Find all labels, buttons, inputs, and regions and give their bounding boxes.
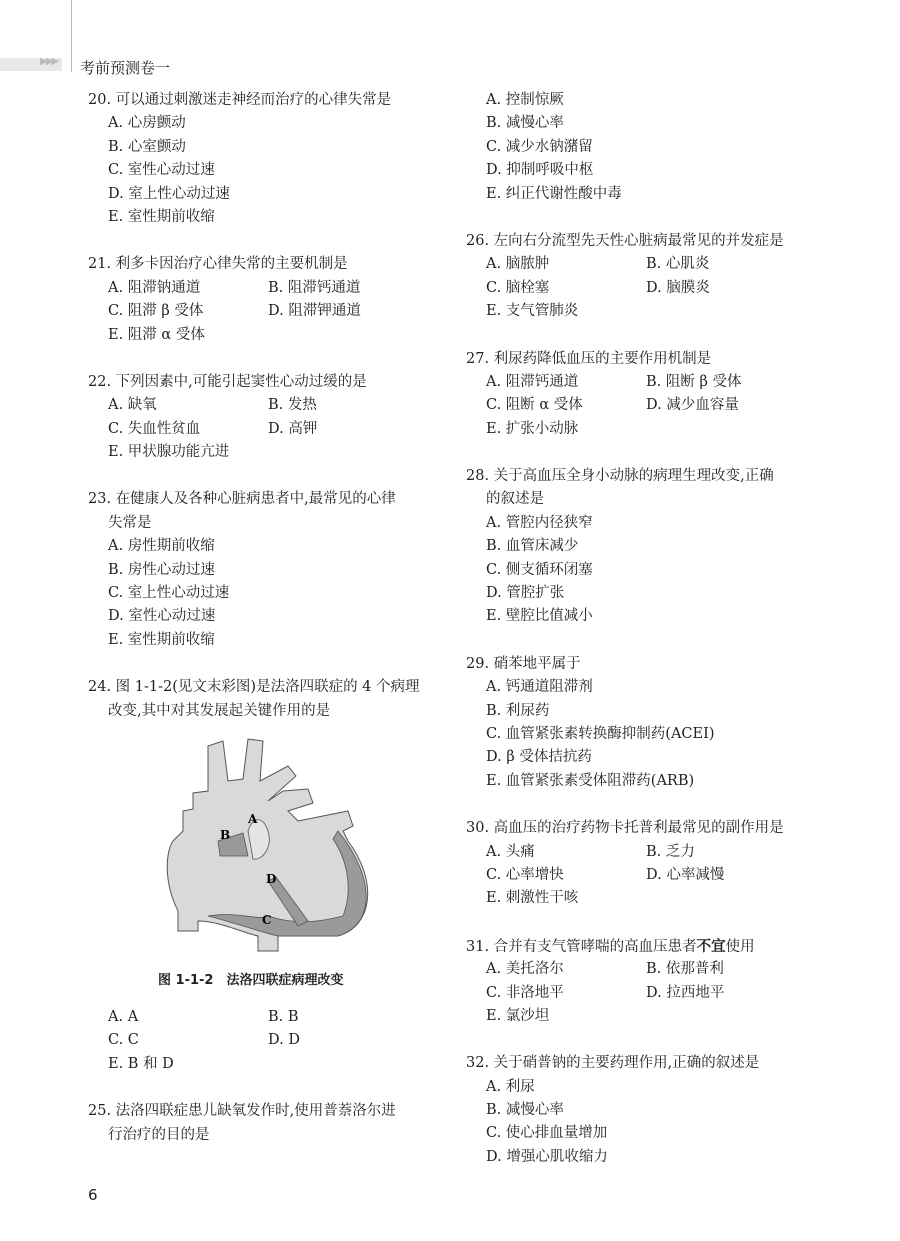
figure <box>148 731 408 988</box>
question-stem: 26. 左向右分流型先天性心脏病最常见的并发症是 <box>466 232 784 249</box>
question-stem: 行治疗的目的是 <box>108 1126 210 1143</box>
answer-option: B. 发热 <box>268 397 317 414</box>
answer-option: C. 脑栓塞 <box>486 279 550 296</box>
figure-label-a: A <box>248 811 258 826</box>
answer-option: E. 壁腔比值减小 <box>486 608 593 625</box>
answer-option: D. 脑膜炎 <box>646 279 710 296</box>
answer-option: A. A <box>108 1008 139 1025</box>
answer-option: B. 减慢心率 <box>486 1102 564 1119</box>
answer-option: D. 室性心动过速 <box>108 608 216 625</box>
answer-option: D. 室上性心动过速 <box>108 185 230 202</box>
answer-option: C. 心率增快 <box>486 866 564 883</box>
answer-option: D. 阻滞钾通道 <box>268 303 361 320</box>
question-block <box>466 230 836 324</box>
answer-option: D. 抑制呼吸中枢 <box>486 162 594 179</box>
answer-option: A. 控制惊厥 <box>486 92 564 108</box>
answer-option: E. 甲状腺功能亢进 <box>108 444 230 461</box>
right-column <box>466 89 836 1193</box>
question-stem: 27. 利尿药降低血压的主要作用机制是 <box>466 350 712 367</box>
answer-option: B. 心室颤动 <box>108 138 186 155</box>
question-block <box>466 89 836 206</box>
answer-option: E. 室性期前收缩 <box>108 208 215 225</box>
answer-option: E. 扩张小动脉 <box>486 420 579 437</box>
question-stem: 24. 图 1-1-2(见文末彩图)是法洛四联症的 4 个病理 <box>88 679 420 696</box>
answer-option: B. 乏力 <box>646 843 695 860</box>
answer-option: A. 房性期前收缩 <box>108 538 215 555</box>
answer-option: E. 血管紧张素受体阻滞药(ARB) <box>486 772 695 789</box>
question-stem: 28. 关于高血压全身小动脉的病理生理改变,正确 <box>466 468 774 485</box>
question-block <box>88 676 448 1076</box>
answer-option: C. 侧支循环闭塞 <box>486 561 593 578</box>
question-block <box>466 935 836 1029</box>
answer-option: C. C <box>108 1032 139 1049</box>
answer-option-row <box>466 253 836 276</box>
answer-option: C. 失血性贫血 <box>108 420 201 437</box>
answer-option-row <box>466 982 836 1005</box>
question-stem: 21. 利多卡因治疗心律失常的主要机制是 <box>88 256 348 273</box>
answer-option: A. 美托洛尔 <box>486 961 564 978</box>
answer-option: A. 脑脓肿 <box>486 256 550 273</box>
answer-option: D. 心率减慢 <box>646 866 725 883</box>
spacer <box>88 988 448 1006</box>
question-stem: 30. 高血压的治疗药物卡托普利最常见的副作用是 <box>466 820 784 837</box>
answer-option: B. 利尿药 <box>486 702 550 719</box>
answer-option: E. B 和 D <box>108 1055 174 1072</box>
answer-option: B. 减慢心率 <box>486 115 564 132</box>
question-stem: 的叙述是 <box>486 491 544 508</box>
answer-option: A. 管腔内径狭窄 <box>486 514 593 531</box>
answer-option: A. 钙通道阻滞剂 <box>486 679 593 696</box>
answer-option: E. 支气管肺炎 <box>486 303 579 320</box>
answer-option: E. 氯沙坦 <box>486 1007 550 1024</box>
left-column <box>88 89 448 1171</box>
answer-option: B. 血管床减少 <box>486 538 579 555</box>
answer-option: D. 高钾 <box>268 420 318 437</box>
question-stem: 32. 关于硝普钠的主要药理作用,正确的叙述是 <box>466 1055 760 1072</box>
answer-option: A. 阻滞钠通道 <box>108 279 201 296</box>
figure-label-d: D <box>266 871 277 886</box>
answer-option-row <box>88 1006 448 1029</box>
answer-option: B. 心肌炎 <box>646 256 710 273</box>
answer-option: C. 使心排血量增加 <box>486 1125 608 1142</box>
figure-label-c: C <box>262 912 272 927</box>
answer-option: C. 室性心动过速 <box>108 162 215 179</box>
figure-caption: 图 1-1-2 法洛四联症病理改变 <box>158 972 344 988</box>
answer-option: B. 阻滞钙通道 <box>268 279 361 296</box>
figure-label-b: B <box>220 827 231 842</box>
answer-option: A. 阻滞钙通道 <box>486 373 579 390</box>
answer-option-row <box>466 958 836 981</box>
header-divider <box>71 0 72 72</box>
answer-option: A. 利尿 <box>486 1078 535 1095</box>
answer-option-row <box>466 864 836 887</box>
answer-option: A. 缺氧 <box>108 397 157 414</box>
stem-text: 使用 <box>725 938 755 955</box>
question-block <box>88 253 448 347</box>
answer-option: C. 阻断 α 受体 <box>486 397 583 414</box>
answer-option: D. β 受体拮抗药 <box>486 749 592 766</box>
question-block <box>88 89 448 229</box>
answer-option: B. 依那普利 <box>646 961 724 978</box>
question-block <box>466 817 836 911</box>
answer-option: C. 减少水钠潴留 <box>486 138 593 155</box>
question-stem: 29. 硝苯地平属于 <box>466 655 581 672</box>
question-block <box>466 653 836 793</box>
question-stem: 22. 下列因素中,可能引起窦性心动过缓的是 <box>88 373 367 390</box>
answer-option: D. D <box>268 1032 300 1049</box>
answer-option-row <box>466 841 836 864</box>
answer-option: C. 非洛地平 <box>486 984 564 1001</box>
answer-option: E. 室性期前收缩 <box>108 631 215 648</box>
answer-option: C. 阻滞 β 受体 <box>108 303 204 320</box>
page-number: 6 <box>88 1186 98 1204</box>
answer-option-row <box>466 371 836 394</box>
answer-option: C. 室上性心动过速 <box>108 585 230 602</box>
answer-option: C. 血管紧张素转换酶抑制药(ACEI) <box>486 725 715 742</box>
answer-option: A. 心房颤动 <box>108 115 186 132</box>
answer-option: D. 增强心肌收缩力 <box>486 1148 608 1165</box>
question-block <box>88 1100 448 1147</box>
question-block <box>466 465 836 629</box>
arrows-icon: ▶▶▶ <box>40 56 58 67</box>
answer-option-row <box>88 277 448 300</box>
answer-option: E. 纠正代谢性酸中毒 <box>486 185 622 202</box>
question-stem: 改变,其中对其发展起关键作用的是 <box>108 702 331 719</box>
answer-option: B. B <box>268 1008 299 1025</box>
answer-option: D. 管腔扩张 <box>486 585 565 602</box>
question-stem: 20. 可以通过刺激迷走神经而治疗的心律失常是 <box>88 92 392 108</box>
answer-option: E. 阻滞 α 受体 <box>108 326 205 343</box>
question-stem: 23. 在健康人及各种心脏病患者中,最常见的心律 <box>88 491 396 508</box>
answer-option: D. 减少血容量 <box>646 397 739 414</box>
answer-option-row <box>88 394 448 417</box>
emphasis-text: 不宜 <box>696 937 726 955</box>
question-block <box>88 371 448 465</box>
answer-option: B. 阻断 β 受体 <box>646 373 742 390</box>
question-block <box>88 488 448 652</box>
answer-option-row <box>88 418 448 441</box>
heart-diagram-image <box>148 731 398 961</box>
answer-option-row <box>88 300 448 323</box>
question-block <box>466 348 836 442</box>
question-block <box>466 1052 836 1169</box>
question-stem: 25. 法洛四联症患儿缺氧发作时,使用普萘洛尔进 <box>88 1103 396 1120</box>
stem-text: 31. 合并有支气管哮喘的高血压患者 <box>466 938 697 955</box>
answer-option: E. 刺激性干咳 <box>486 890 579 907</box>
answer-option-row <box>88 1029 448 1052</box>
question-stem <box>466 935 836 958</box>
answer-option: B. 房性心动过速 <box>108 561 215 578</box>
answer-option: A. 头痛 <box>486 843 535 860</box>
header-title: 考前预测卷一 <box>80 59 171 77</box>
question-stem: 失常是 <box>108 514 152 531</box>
answer-option-row <box>466 277 836 300</box>
answer-option: D. 拉西地平 <box>646 984 725 1001</box>
answer-option-row <box>466 394 836 417</box>
